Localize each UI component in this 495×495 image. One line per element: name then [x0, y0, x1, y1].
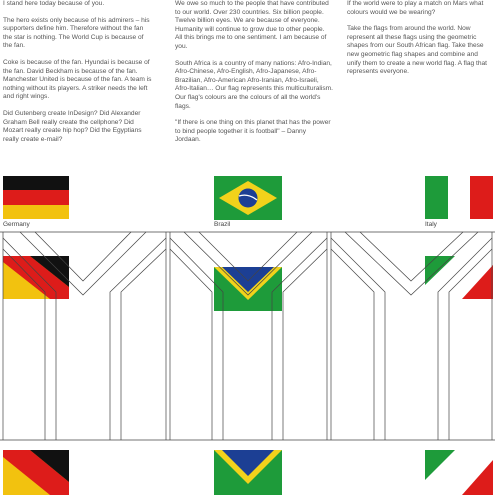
germany-geo-gold-base [3, 256, 69, 299]
paragraph: Coke is because of the fan. Hyundai is because of the fan. David Beckham is because of the fan. Manchester United is because of the fan. A team is nothing without its players. A striker needs the left and right wings. [3, 58, 152, 101]
italy-label: Italy [425, 221, 437, 228]
text-column-1 [3, 0, 153, 152]
bottom-italy-red [462, 460, 493, 495]
germany-stripe-black [3, 176, 69, 190]
germany-geometric-flag [3, 256, 69, 299]
bottom-brazil-geometric-flag [214, 450, 282, 495]
bottom-germany-gold [3, 450, 69, 495]
paragraph: Did Gutenberg create InDesign? Did Alexander Graham Bell really create the cellphone? Did Mozart really create hip hop? Did the Egyptians really create e-mail? [3, 109, 142, 143]
bottom-brazil-blue [222, 450, 274, 476]
germany-flag [3, 176, 69, 219]
paragraph: We owe so much to the people that have contributed to our world. Over 230 countries. Six billion people. Twelve billion eyes. We are because of everyone. Humanity will continue to grow due to other people. All this brings me to one sentiment. I am because of you. [175, 0, 329, 50]
italy-geometric-flag [425, 256, 493, 299]
paragraph: Take the flags from around the world. Now represent all these flags using the geometric shapes from our South African flag. Take these new geometric flag shapes and combine and unify them to create a new world flag. A flag that represents everyone. [347, 25, 488, 76]
paragraph: "If there is one thing on this planet that has the power to bind people together it is football" – Danny Jordaan. [175, 119, 331, 144]
bottom-italy-geometric-flag [425, 450, 493, 495]
germany-stripe-gold [3, 205, 69, 219]
text-column-3 [347, 0, 492, 85]
brazil-flag [214, 176, 282, 220]
italy-stripe-red [470, 176, 493, 219]
italy-geo-red [462, 265, 493, 299]
brazil-label: Brazil [214, 221, 231, 228]
paragraph: South Africa is a country of many nations: Afro-Indian, Afro-Chinese, Afro-English, Afro-Japanese, Afro-Brazilian, Afro-American Afro-Iranian, Afro-Israeli, Afro-Italian… Our flag represents this multiculturalism. Our flag's colours are the colours of all the world's flags. [175, 59, 333, 110]
brazil-geo-blue-v [222, 267, 274, 292]
germany-geo-black-wedge [30, 256, 69, 287]
bottom-italy-base [425, 450, 493, 495]
brazil-geo-yellow-v [214, 267, 282, 300]
bottom-italy-green [425, 450, 455, 480]
outline-lines [0, 232, 495, 440]
text-column-2 [175, 0, 333, 153]
paragraph: If the world were to play a match on Mars what colours would we be wearing? [347, 0, 484, 16]
germany-geo-red-band [3, 256, 69, 299]
germany-label: Germany [3, 221, 30, 228]
italy-stripe-green [425, 176, 448, 219]
italy-stripe-white [448, 176, 471, 219]
brazil-geo-field [214, 267, 282, 311]
germany-stripe-red [3, 190, 69, 204]
bottom-brazil-yellow [214, 450, 282, 484]
paragraph: The hero exists only because of his admirers – his supporters define him. Therefore without the fan the star is nothing. The World Cup is because of the fan. [3, 16, 150, 50]
brazil-geometric-flag [214, 267, 282, 311]
paragraph: I stand here today because of you. [3, 0, 105, 7]
bottom-germany-black [30, 450, 69, 482]
bottom-brazil-field [214, 450, 282, 495]
italy-geo-green [425, 256, 455, 285]
italy-geo-base [425, 256, 493, 299]
bottom-germany-red [3, 450, 69, 495]
brazil-flag-art [214, 176, 282, 220]
italy-flag [425, 176, 493, 219]
bottom-germany-geometric-flag [3, 450, 69, 495]
